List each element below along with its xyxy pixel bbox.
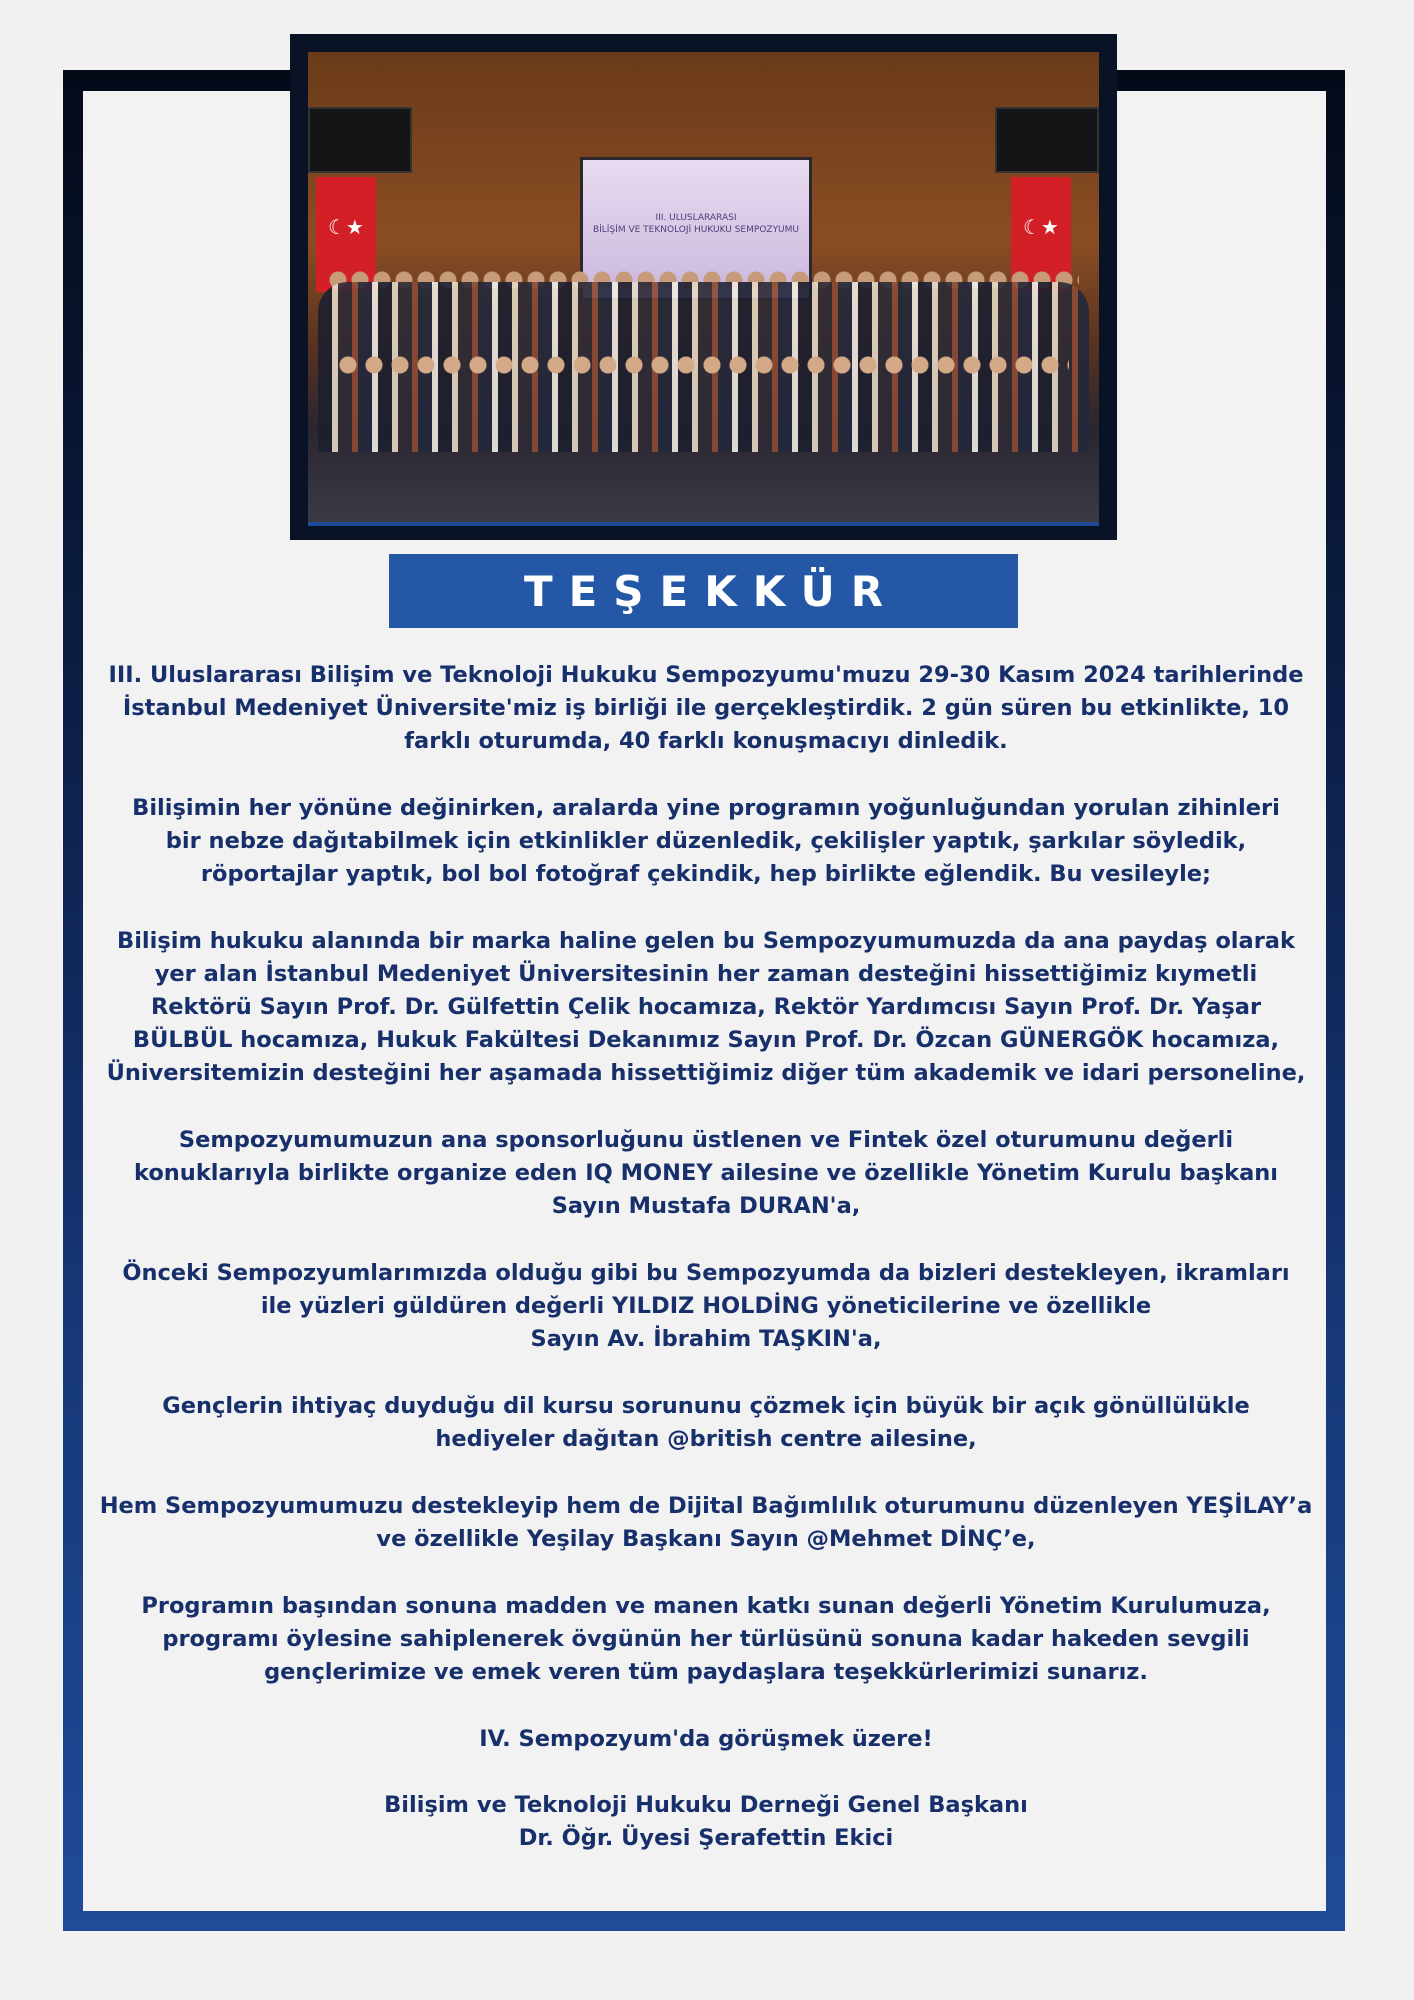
text-line: Sayın Av. İbrahim TAŞKIN'a, bbox=[530, 1326, 882, 1352]
right-tv bbox=[995, 107, 1099, 173]
text-line: röportajlar yaptık, bol bol fotoğraf çekindik, hep birlikte eğlendik. Bu vesileyle; bbox=[200, 861, 1212, 887]
text-line: Programın başından sonuna madden ve manen katkı sunan değerli Yönetim Kurulumuza, bbox=[141, 1593, 1271, 1619]
paragraph-yildiz bbox=[88, 1257, 1324, 1356]
text-line: Hem Sempozyumumuzu destekleyip hem de Dijital Bağımlılık oturumunu düzenleyen YEŞİLAY’a bbox=[99, 1493, 1313, 1519]
paragraph-closing bbox=[88, 1723, 1324, 1756]
text-line: Sayın Mustafa DURAN'a, bbox=[551, 1193, 861, 1219]
text-line: IV. Sempozyum'da görüşmek üzere! bbox=[479, 1726, 933, 1752]
paragraph-board bbox=[88, 1590, 1324, 1689]
text-line: konuklarıyla birlikte organize eden IQ MONEY ailesine ve özellikle Yönetim Kurulu başkanı bbox=[133, 1160, 1279, 1186]
paragraph-british-centre bbox=[88, 1390, 1324, 1456]
signature-name: Dr. Öğr. Üyesi Şerafettin Ekici bbox=[518, 1825, 894, 1851]
signature-role: Bilişim ve Teknoloji Hukuku Derneği Genel Başkanı bbox=[384, 1792, 1028, 1818]
paragraph-activities bbox=[88, 792, 1324, 891]
text-line: Üniversitemizin desteğini her aşamada hissettiğimiz diğer tüm akademik ve idari personeline, bbox=[106, 1060, 1306, 1086]
text-line: III. Uluslararası Bilişim ve Teknoloji Hukuku Sempozyumu'muzu 29-30 Kasım 2024 tarihlerinde bbox=[108, 662, 1304, 688]
text-line: gençlerimize ve emek veren tüm paydaşlara teşekkürlerimizi sunarız. bbox=[264, 1659, 1148, 1685]
text-line: Rektörü Sayın Prof. Dr. Gülfettin Çelik hocamıza, Rektör Yardımcısı Sayın Prof. Dr. Yaşar bbox=[150, 994, 1262, 1020]
paragraph-yesilay bbox=[88, 1490, 1324, 1556]
paragraph-university bbox=[88, 925, 1324, 1090]
screen-text-line-1: III. ULUSLARARASI bbox=[655, 213, 737, 223]
signature bbox=[88, 1789, 1324, 1855]
text-line: ile yüzleri güldüren değerli YILDIZ HOLDİNG yöneticilerine ve özellikle bbox=[260, 1293, 1152, 1319]
title-banner bbox=[389, 554, 1018, 628]
letter-body bbox=[88, 659, 1324, 1889]
screen-text-line-2: BİLİŞİM VE TEKNOLOJİ HUKUKU SEMPOZYUMU bbox=[592, 225, 800, 235]
text-line: hediyeler dağıtan @british centre ailesine, bbox=[435, 1426, 977, 1452]
text-line: Bilişim hukuku alanında bir marka haline gelen bu Sempozyumumuzda da ana paydaş olarak bbox=[117, 928, 1295, 954]
text-line: Önceki Sempozyumlarımızda olduğu gibi bu Sempozyumda da bizleri destekleyen, ikramları bbox=[122, 1260, 1290, 1286]
group-photo bbox=[308, 52, 1099, 526]
text-line: farklı oturumda, 40 farklı konuşmacıyı dinledik. bbox=[404, 728, 1008, 754]
text-line: bir nebze dağıtabilmek için etkinlikler düzenledik, çekilişler yaptık, şarkılar söyledik, bbox=[165, 828, 1247, 854]
event-photo-frame bbox=[290, 34, 1117, 540]
page-title: TEŞEKKÜR bbox=[523, 566, 900, 616]
text-line: Sempozyumumuzun ana sponsorluğunu üstlenen ve Fintek özel oturumunu değerli bbox=[178, 1127, 1234, 1153]
text-line: BÜLBÜL hocamıza, Hukuk Fakültesi Dekanımız Sayın Prof. Dr. Özcan GÜNERGÖK hocamıza, bbox=[132, 1027, 1280, 1053]
text-line: ve özellikle Yeşilay Başkanı Sayın @Mehmet DİNÇ’e, bbox=[376, 1526, 1036, 1552]
text-line: programı öylesine sahiplenerek övgünün her türlüsünü sonuna kadar hakeden sevgili bbox=[162, 1626, 1250, 1652]
text-line: İstanbul Medeniyet Üniversite'miz iş birliği ile gerçekleştirdik. 2 gün süren bu etkinlikte, 10 bbox=[122, 695, 1290, 721]
text-line: yer alan İstanbul Medeniyet Üniversitesinin her zaman desteğini hissettiğimiz kıymetli bbox=[154, 961, 1258, 987]
text-line: Gençlerin ihtiyaç duyduğu dil kursu sorununu çözmek için büyük bir açık gönüllülükle bbox=[162, 1393, 1250, 1419]
paragraph-intro bbox=[88, 659, 1324, 758]
crowd-front-row bbox=[338, 352, 1069, 378]
left-tv bbox=[308, 107, 412, 173]
text-line: Bilişimin her yönüne değinirken, aralarda yine programın yoğunluğundan yorulan zihinleri bbox=[132, 795, 1280, 821]
paragraph-sponsor bbox=[88, 1124, 1324, 1223]
